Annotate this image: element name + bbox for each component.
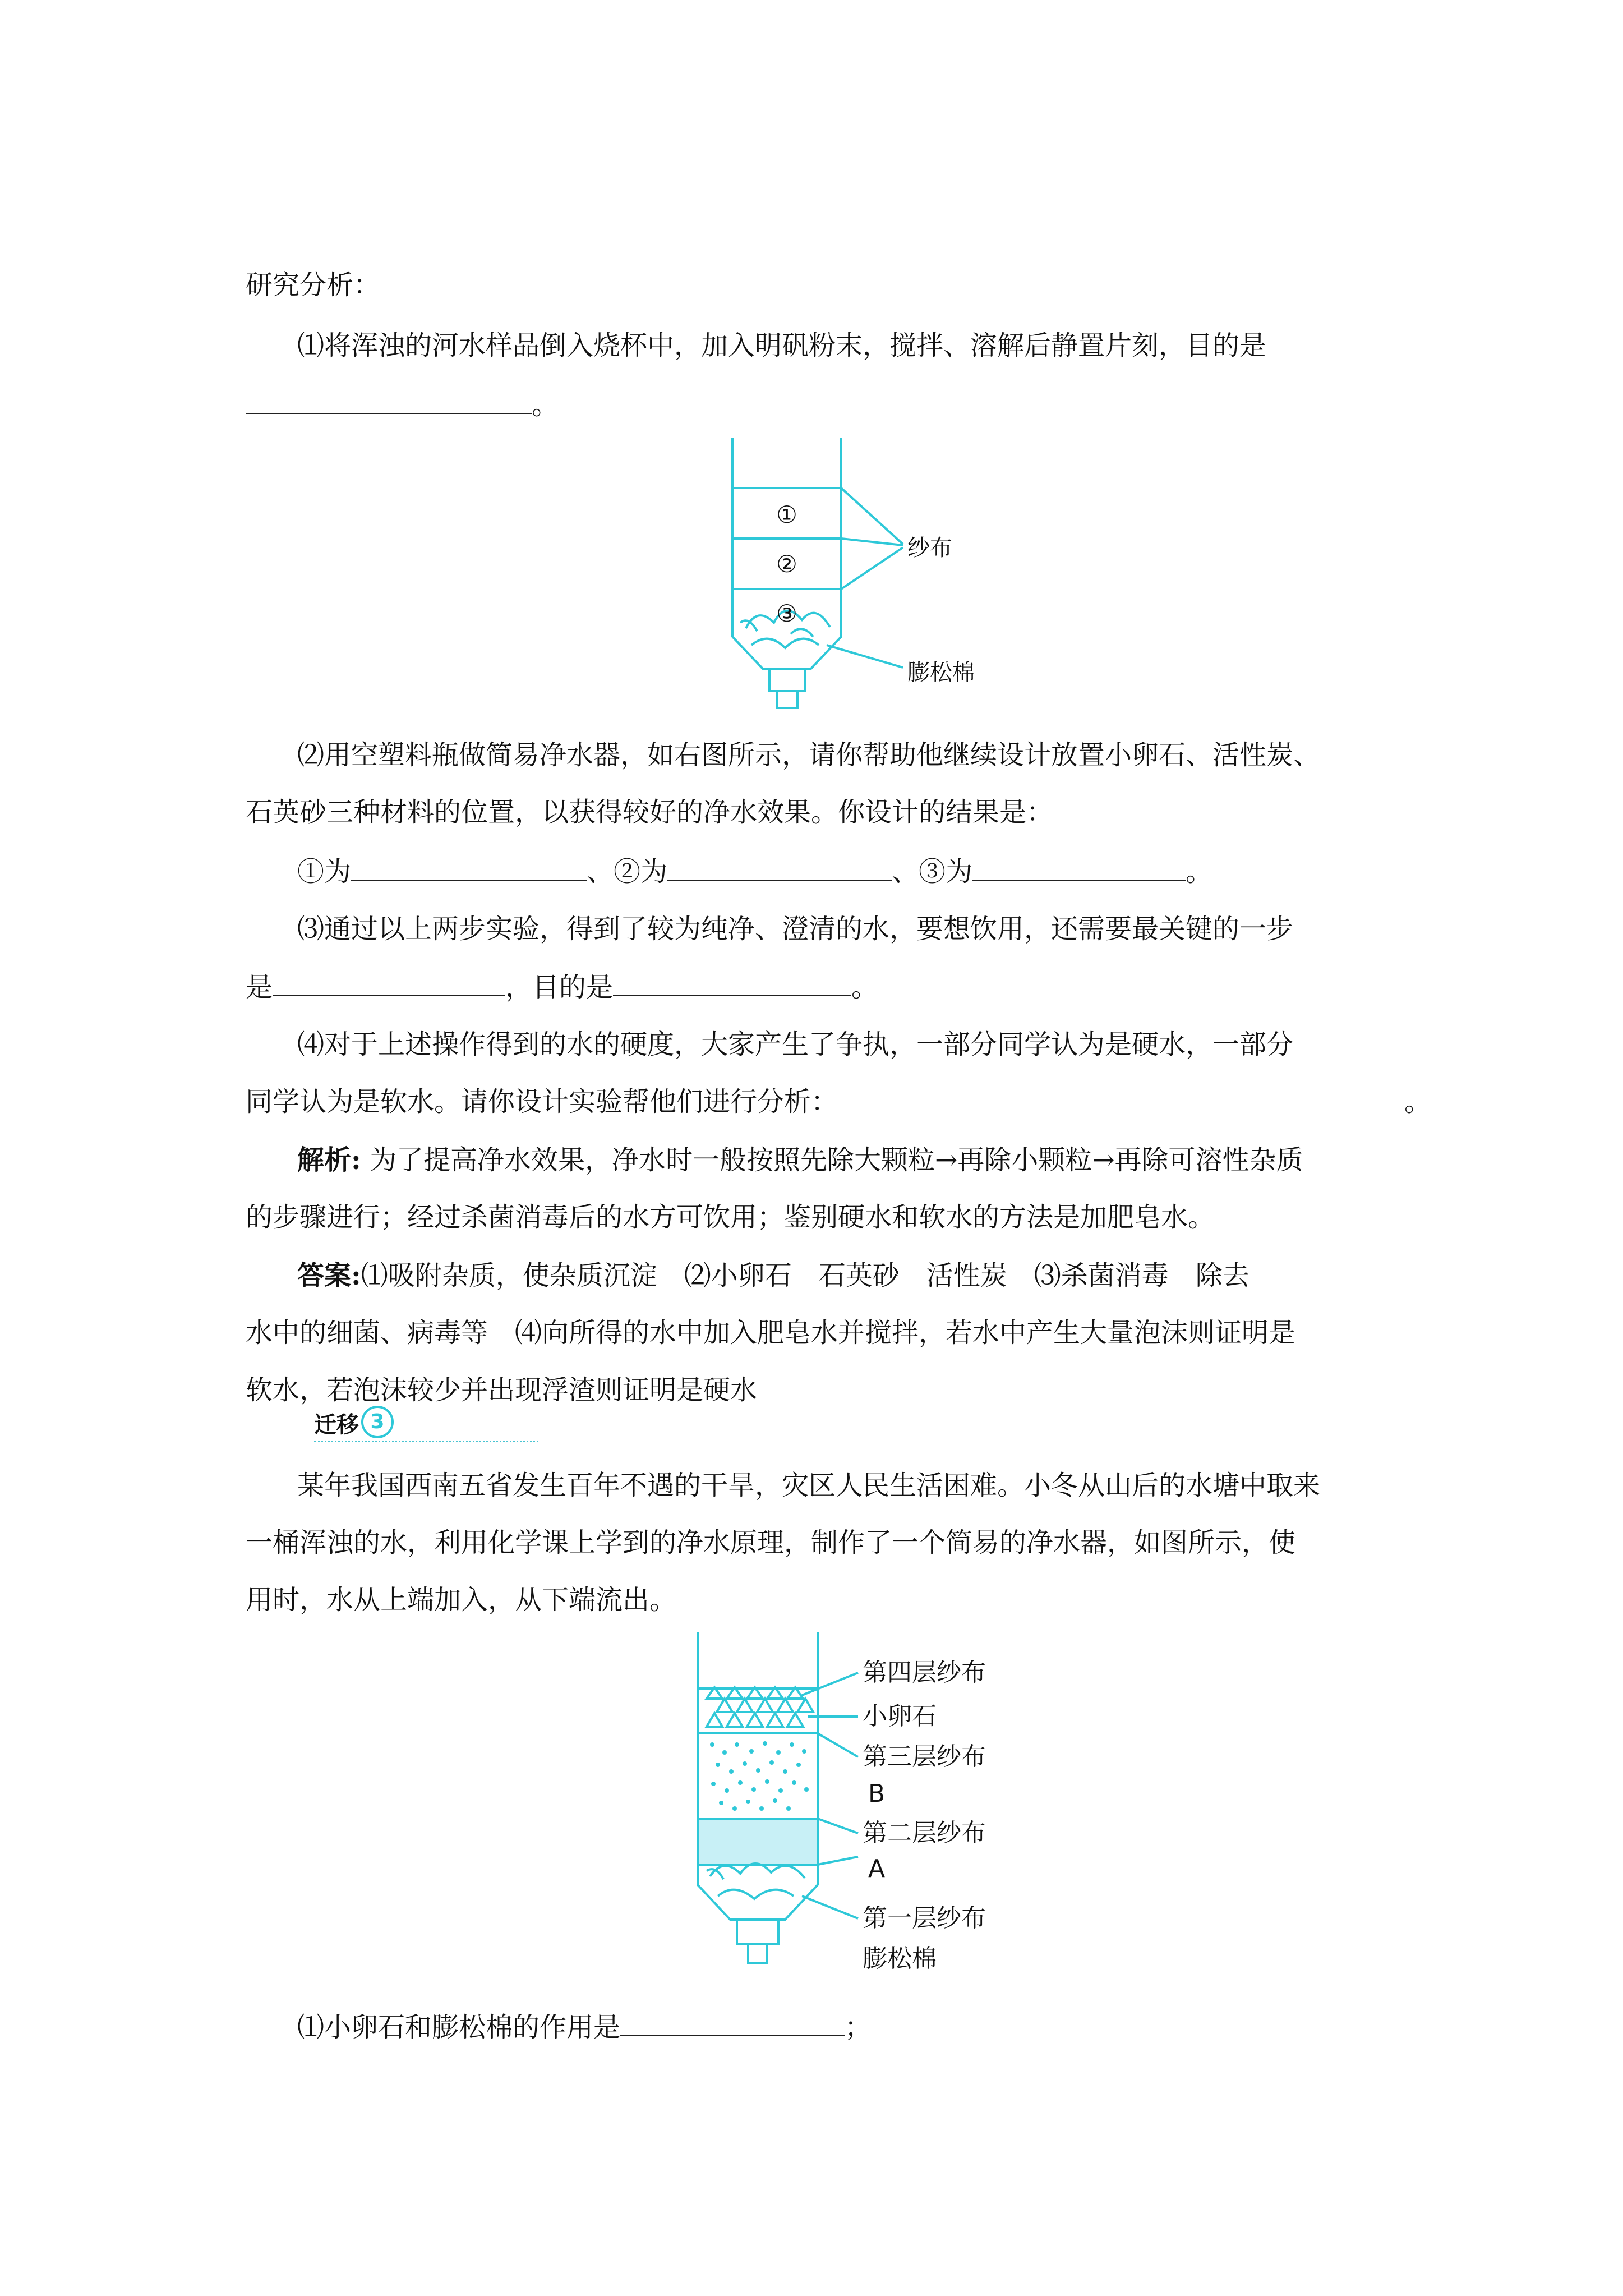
layer-label-7: 第一层纱布 xyxy=(863,1904,986,1932)
layer-label-1: 第四层纱布 xyxy=(863,1658,986,1687)
answer-line-3: 软水，若泡沫较少并出现浮渣则证明是硬水 xyxy=(246,1374,758,1406)
slot-2-label: ② xyxy=(776,550,797,578)
water-filter-diagram-1 xyxy=(723,438,993,712)
question-2-line-2: 石英砂三种材料的位置，以获得较好的净水效果。你设计的结果是： xyxy=(246,797,1054,828)
question-1: ⑴将浑浊的河水样品倒入烧杯中，加入明矾粉末，搅拌、溶解后静置片刻，目的是 xyxy=(297,330,1267,361)
layer-label-8: 膨松棉 xyxy=(863,1944,937,1973)
question-2-answers: ①为 、②为 、③为 。 xyxy=(297,853,1212,890)
answer-label: 答案: xyxy=(297,1260,361,1291)
answer-blank xyxy=(246,386,532,414)
layer-label-4: B xyxy=(868,1779,886,1808)
slot-3-label: ③ xyxy=(776,600,797,627)
transfer-tag: 迁移 3 xyxy=(314,1404,538,1443)
question-4-line-2: 同学认为是软水。请你设计实验帮他们进行分析： 。 xyxy=(246,1086,1432,1117)
slot-1-label: ① xyxy=(776,501,797,528)
layer-label-3: 第三层纱布 xyxy=(863,1742,986,1771)
question-1-answer-line: 。 xyxy=(246,386,559,423)
layer-label-2: 小卵石 xyxy=(863,1702,937,1731)
layer-label-5: 第二层纱布 xyxy=(863,1819,986,1847)
answer-line-1: 答案:⑴吸附杂质，使杂质沉淀 ⑵小卵石 石英砂 活性炭 ⑶杀菌消毒 除去 xyxy=(297,1260,1249,1291)
analysis-line-1: 解析: 为了提高净水效果，净水时一般按照先除大颗粒→再除小颗粒→再除可溶性杂质 xyxy=(297,1144,1303,1176)
answer-line-2: 水中的细菌、病毒等 ⑷向所得的水中加入肥皂水并搅拌，若水中产生大量泡沫则证明是 xyxy=(246,1317,1296,1349)
analysis-line-2: 的步骤进行；经过杀菌消毒后的水方可饮用；鉴别硬水和软水的方法是加肥皂水。 xyxy=(246,1202,1215,1233)
intro-line-1: 某年我国西南五省发生百年不遇的干旱，灾区人民生活困难。小冬从山后的水塘中取来 xyxy=(297,1470,1321,1501)
question-2-line-1: ⑵用空塑料瓶做简易净水器，如右图所示，请你帮助他继续设计放置小卵石、活性炭、 xyxy=(297,739,1321,771)
question-4-line-1: ⑷对于上述操作得到的水的硬度，大家产生了争执，一部分同学认为是硬水，一部分 xyxy=(297,1029,1294,1060)
gauze-label: 纱布 xyxy=(907,535,952,561)
transfer-number-badge: 3 xyxy=(361,1406,394,1438)
section-title: 研究分析： xyxy=(246,269,381,301)
cotton-label: 膨松棉 xyxy=(907,660,975,685)
layer-label-6: A xyxy=(868,1855,886,1883)
analysis-label: 解析: xyxy=(297,1144,361,1176)
question-3-line-2: 是 ，目的是 。 xyxy=(246,968,878,1005)
question-3-line-1: ⑶通过以上两步实验，得到了较为纯净、澄清的水，要想饮用，还需要最关键的一步 xyxy=(297,913,1294,945)
water-filter-diagram-2 xyxy=(690,1632,1026,1991)
final-question: ⑴小卵石和膨松棉的作用是 ； xyxy=(297,2008,872,2045)
dotted-divider xyxy=(314,1441,538,1442)
intro-line-3: 用时，水从上端加入，从下端流出。 xyxy=(246,1584,677,1616)
intro-line-2: 一桶浑浊的水，利用化学课上学到的净水原理，制作了一个简易的净水器，如图所示，使 xyxy=(246,1527,1296,1558)
